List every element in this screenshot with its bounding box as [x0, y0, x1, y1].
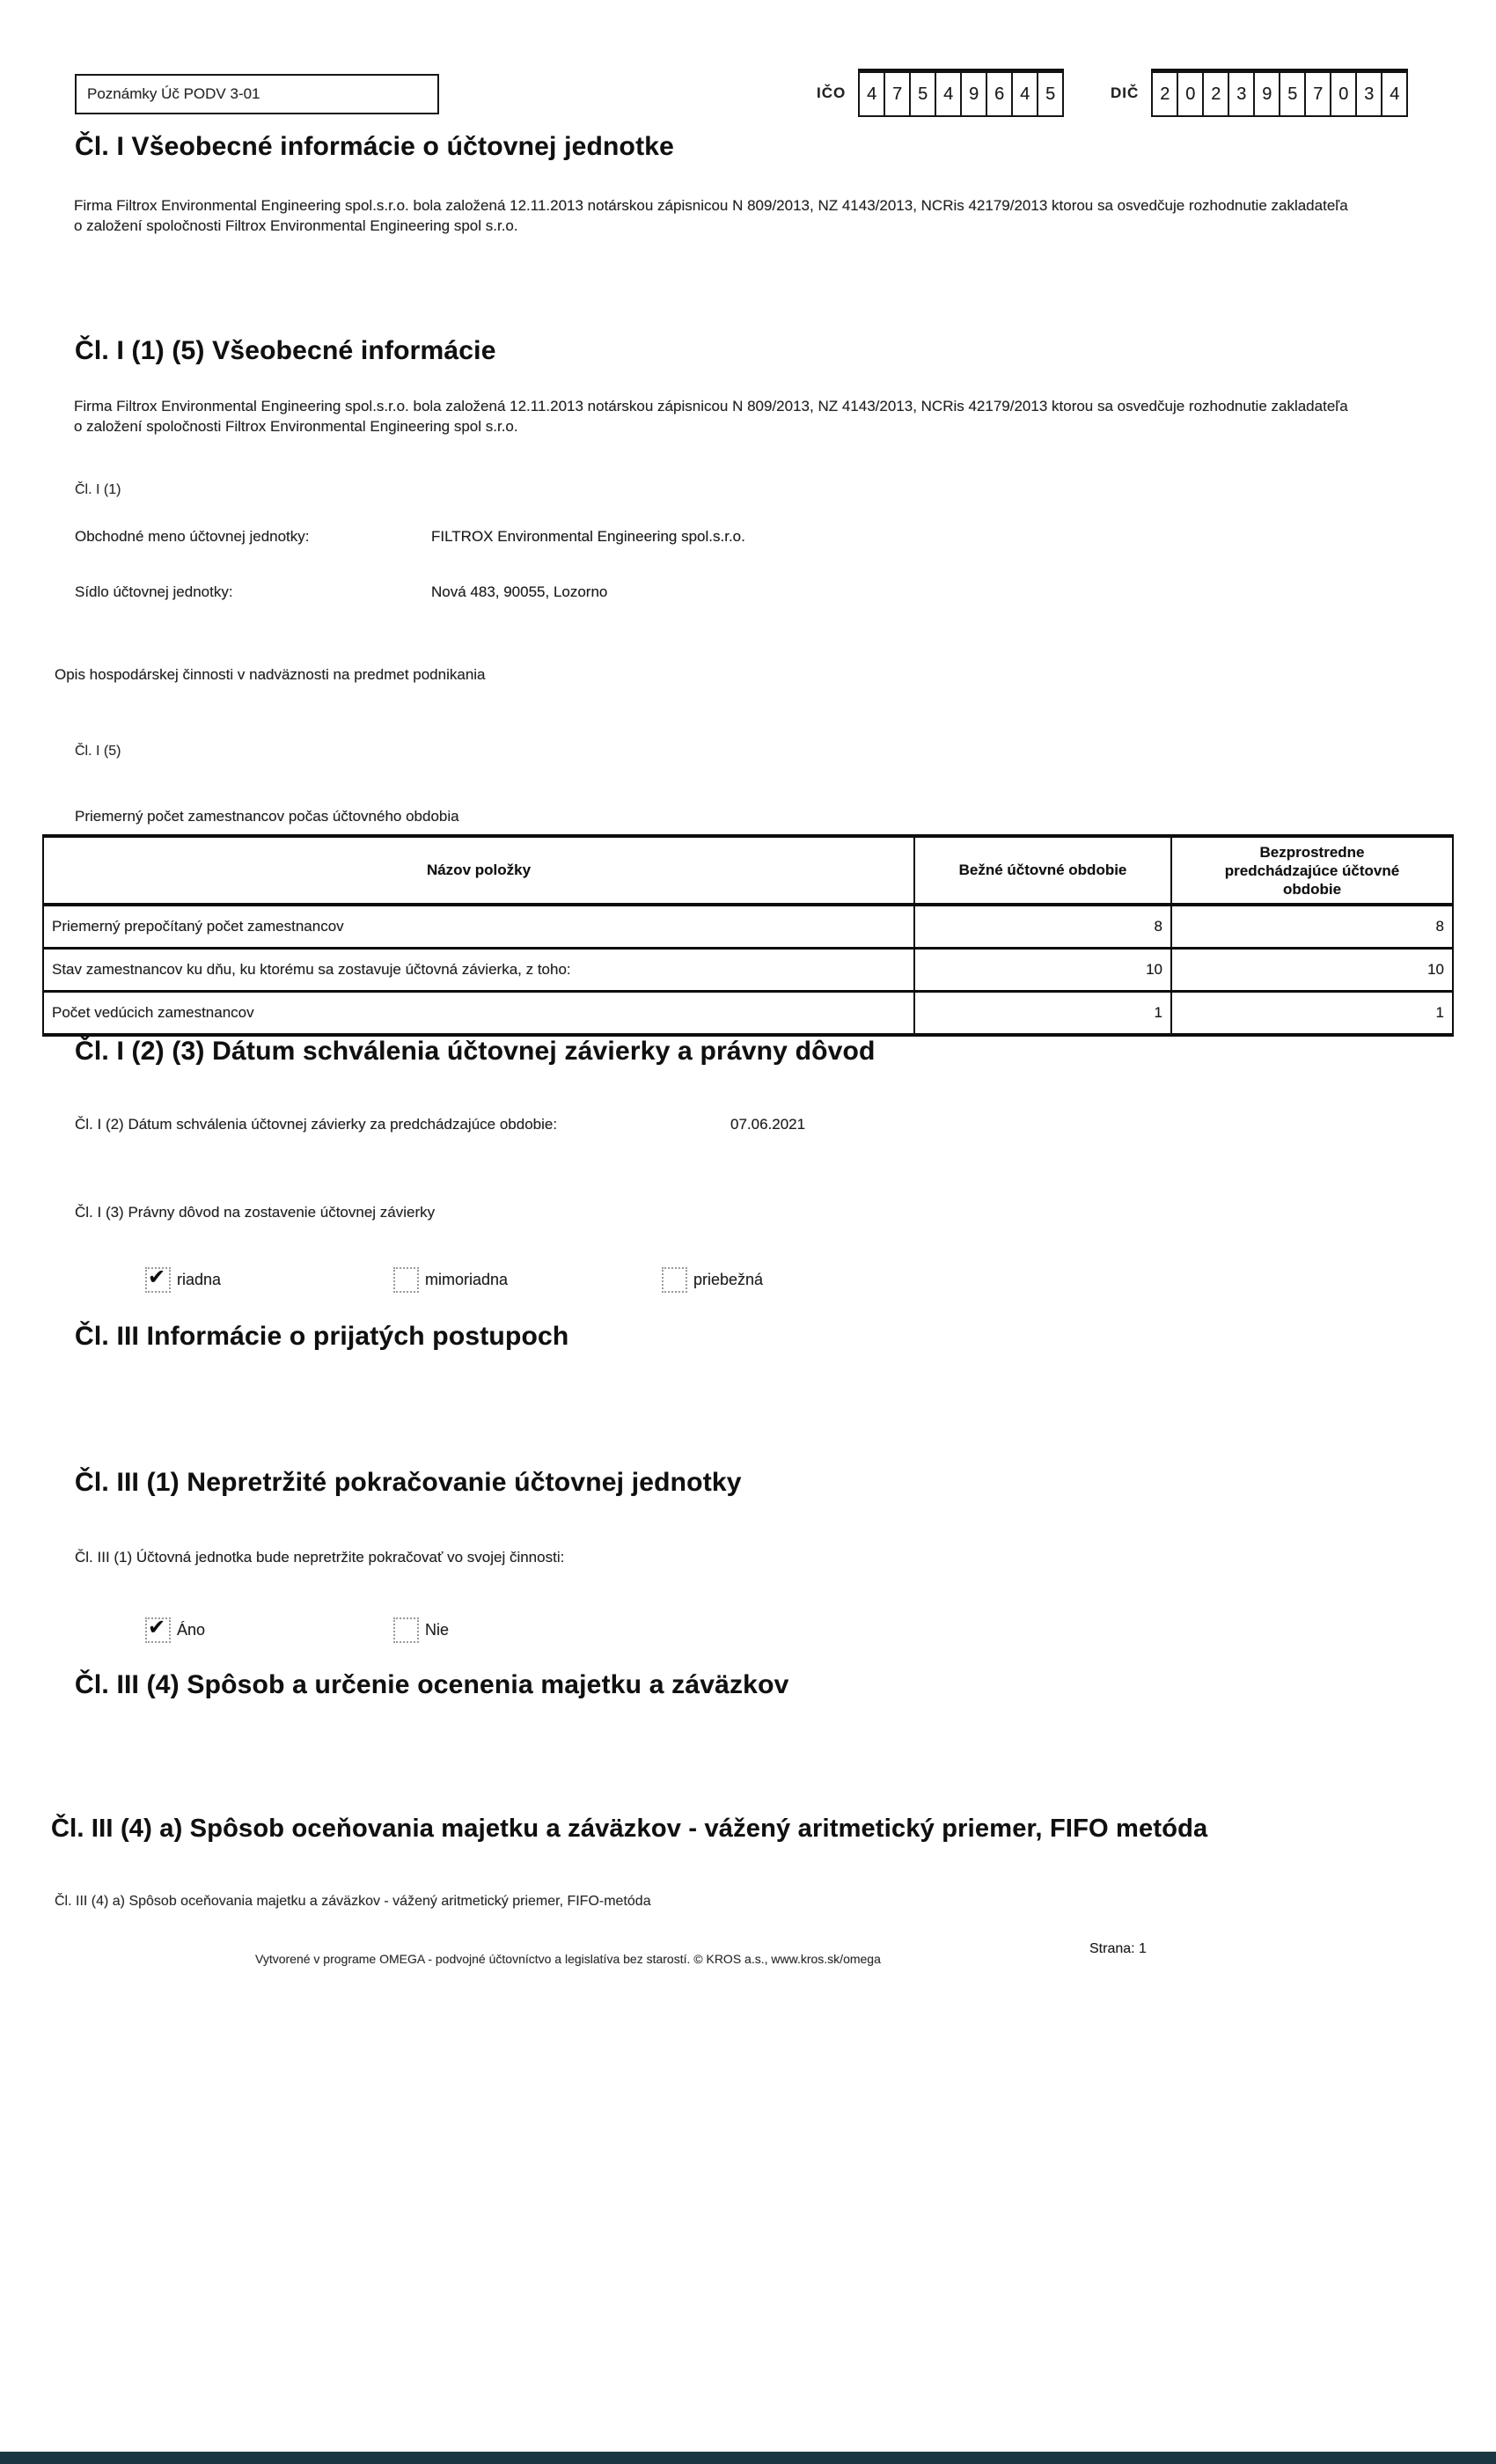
section-heading-approval: Čl. I (2) (3) Dátum schválenia účtovnej závierky a právny dôvod [75, 1037, 876, 1066]
ico-digit-cell: 5 [911, 71, 936, 117]
valuation-method-line: Čl. III (4) a) Spôsob oceňovania majetku a záväzkov - vážený aritmetický priemer, FIFO-metóda [55, 1894, 651, 1909]
checkmark-icon: ✔ [148, 1616, 166, 1639]
table-row [43, 949, 1453, 992]
dic-digit-cell: 3 [1229, 71, 1255, 117]
dic-digit-cell: 9 [1255, 71, 1280, 117]
checkbox-ano[interactable] [145, 1617, 171, 1643]
clause-label-cl-i-5: Čl. I (5) [75, 744, 121, 759]
row-name: Stav zamestnancov ku dňu, ku ktorému sa zostavuje účtovná závierka, z toho: [43, 949, 914, 992]
ico-digit-cell: 4 [936, 71, 962, 117]
checkbox-label: mimoriadna [425, 1271, 509, 1288]
checkbox-label: Nie [425, 1621, 450, 1639]
checkbox-priebezna[interactable] [662, 1267, 687, 1293]
dic-digit-cell: 7 [1306, 71, 1331, 117]
dic-digit-cell: 0 [1331, 71, 1357, 117]
ico-digit-cells [858, 69, 1064, 117]
row-current-value: 1 [914, 992, 1171, 1036]
dic-group [1111, 69, 1408, 117]
ico-digit-cell: 6 [987, 71, 1013, 117]
row-current-value: 10 [914, 949, 1171, 992]
dic-digit-cell: 5 [1280, 71, 1306, 117]
business-name-label: Obchodné meno účtovnej jednotky: [75, 528, 310, 545]
checkbox-option-nie [393, 1617, 449, 1643]
row-previous-value: 1 [1171, 992, 1453, 1036]
row-previous-value: 10 [1171, 949, 1453, 992]
approval-date-value: 07.06.2021 [730, 1116, 806, 1133]
checkbox-nie[interactable] [393, 1617, 419, 1643]
col-header-previous-period: Bezprostredne predchádzajúce účtovné obdobie [1171, 836, 1453, 905]
form-id-label: Poznámky Úč PODV 3-01 [87, 85, 260, 102]
ico-label: IČO [817, 84, 847, 101]
checkbox-option-priebezna [662, 1267, 763, 1293]
row-name: Počet vedúcich zamestnancov [43, 992, 914, 1036]
section-heading-valuation-method: Čl. III (4) a) Spôsob oceňovania majetku a záväzkov - vážený aritmetický priemer, FIFO metóda [51, 1815, 1208, 1843]
dic-digit-cell: 2 [1151, 71, 1178, 117]
checkbox-label: priebežná [693, 1271, 764, 1288]
approval-date-label: Čl. I (2) Dátum schválenia účtovnej závierky za predchádzajúce obdobie: [75, 1116, 558, 1133]
checkbox-mimoriadna[interactable] [393, 1267, 419, 1293]
footer-credit: Vytvorené v programe OMEGA - podvojné účtovníctvo a legislatíva bez starostí. © KROS a.s., www.kros.sk/omega [255, 1952, 881, 1966]
checkbox-option-riadna [145, 1267, 221, 1293]
business-name-value: FILTROX Environmental Engineering spol.s.r.o. [431, 528, 745, 545]
table-row [43, 992, 1453, 1036]
checkbox-label: riadna [177, 1271, 222, 1288]
section-heading-cl-i-1-5: Čl. I (1) (5) Všeobecné informácie [75, 336, 496, 365]
col-header-current-period: Bežné účtovné obdobie [914, 836, 1171, 905]
checkbox-label: Áno [177, 1621, 206, 1639]
scan-edge-bar [0, 2452, 1496, 2464]
table-header-row [43, 836, 1453, 905]
section-heading-going-concern: Čl. III (1) Nepretržité pokračovanie účtovnej jednotky [75, 1468, 742, 1497]
section-heading-cl-i: Čl. I Všeobecné informácie o účtovnej jednotke [75, 132, 675, 161]
checkbox-option-mimoriadna [393, 1267, 508, 1293]
section-heading-valuation: Čl. III (4) Spôsob a určenie ocenenia majetku a záväzkov [75, 1670, 789, 1699]
clause-label-cl-i-1: Čl. I (1) [75, 482, 121, 497]
ico-group [817, 69, 1064, 117]
ico-digit-cell: 9 [962, 71, 987, 117]
ico-digit-cell: 7 [885, 71, 911, 117]
dic-digit-cells [1151, 69, 1408, 117]
page-number: Strana: 1 [1089, 1941, 1147, 1956]
row-current-value: 8 [914, 905, 1171, 949]
ico-digit-cell: 4 [1013, 71, 1038, 117]
going-concern-line: Čl. III (1) Účtovná jednotka bude nepretržite pokračovať vo svojej činnosti: [75, 1549, 565, 1566]
dic-digit-cell: 2 [1204, 71, 1229, 117]
col-header-name: Názov položky [43, 836, 914, 905]
dic-digit-cell: 4 [1382, 71, 1408, 117]
employees-table [42, 834, 1454, 1037]
dic-digit-cell: 3 [1357, 71, 1382, 117]
dic-label: DIČ [1111, 84, 1140, 101]
legal-reason-label: Čl. I (3) Právny dôvod na zostavenie účtovnej závierky [75, 1204, 436, 1221]
registered-office-label: Sídlo účtovnej jednotky: [75, 583, 233, 600]
ico-digit-cell: 4 [858, 71, 885, 117]
ico-digit-cell: 5 [1038, 71, 1064, 117]
registered-office-value: Nová 483, 90055, Lozorno [431, 583, 608, 600]
checkbox-option-ano [145, 1617, 205, 1643]
employees-table-caption: Priemerný počet zamestnancov počas účtovného obdobia [75, 808, 459, 825]
paragraph-founding: Firma Filtrox Environmental Engineering spol.s.r.o. bola založená 12.11.2013 notárskou zápisnicou N 809/2013, NZ 4143/2013, NCRis 42179/2013 ktorou sa osvedčuje rozhodnutie zakladateľa o založení spoločnosti Filtrox Environmental Engineering spol s.r.o. [74, 197, 1348, 234]
row-name: Priemerný prepočítaný počet zamestnancov [43, 905, 914, 949]
activity-description-line: Opis hospodárskej činnosti v nadväznosti na predmet podnikania [55, 666, 486, 683]
checkmark-icon: ✔ [148, 1265, 166, 1289]
row-previous-value: 8 [1171, 905, 1453, 949]
form-id-box [75, 74, 439, 114]
checkbox-riadna[interactable] [145, 1267, 171, 1293]
dic-digit-cell: 0 [1178, 71, 1204, 117]
paragraph-founding-repeat: Firma Filtrox Environmental Engineering spol.s.r.o. bola založená 12.11.2013 notárskou zápisnicou N 809/2013, NZ 4143/2013, NCRis 42179/2013 ktorou sa osvedčuje rozhodnutie zakladateľa o založení spoločnosti Filtrox Environmental Engineering spol s.r.o. [74, 398, 1348, 435]
section-heading-procedures: Čl. III Informácie o prijatých postupoch [75, 1322, 569, 1351]
table-row [43, 905, 1453, 949]
